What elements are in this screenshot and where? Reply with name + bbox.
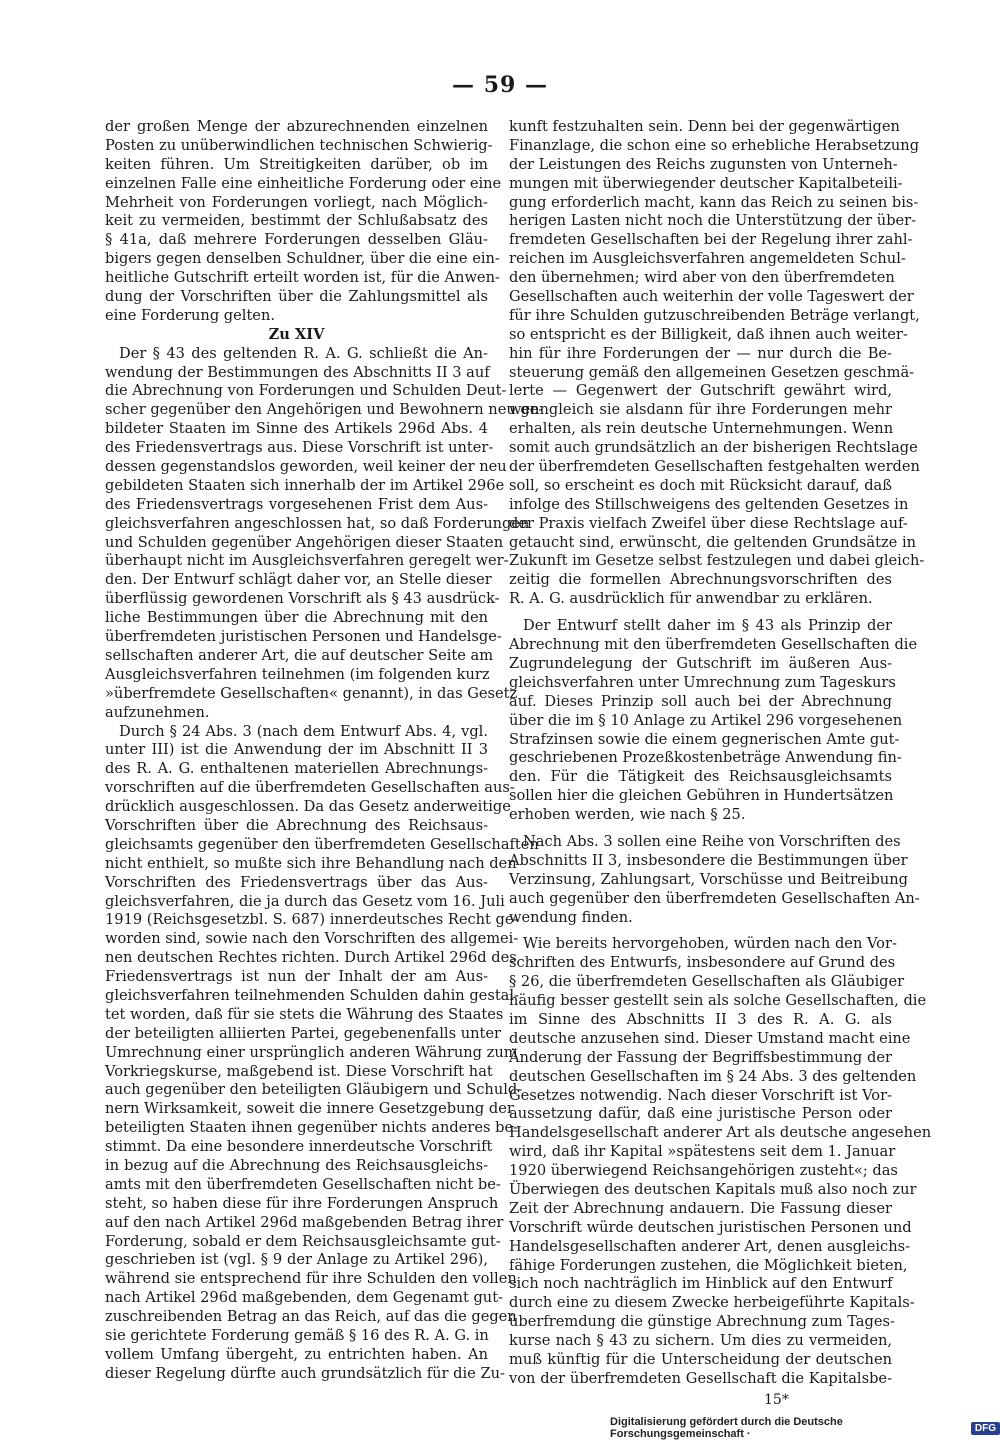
text-line: aufzunehmen. bbox=[105, 703, 210, 721]
text-line: mungen mit überwiegender deutscher Kapitalbeteili- bbox=[509, 174, 903, 192]
text-line: auf. Dieses Prinzip soll auch bei der Abrechnung bbox=[509, 692, 892, 710]
text-line: Vorschriften des Friedensvertrags über das Aus- bbox=[105, 873, 488, 891]
text-line: Umrechnung einer ursprünglich anderen Währung zum bbox=[105, 1043, 518, 1061]
text-line: Forderung, sobald er dem Reichsausgleichsamte gut- bbox=[105, 1232, 501, 1250]
text-line: den. Der Entwurf schlägt daher vor, an Stelle dieser bbox=[105, 571, 492, 589]
text-line: reichen im Ausgleichsverfahren angemeldeten Schul- bbox=[509, 250, 906, 268]
text-line: unter III) ist die Anwendung der im Abschnitt II 3 bbox=[105, 741, 488, 759]
text-line: geschrieben ist (vgl. § 9 der Anlage zu Artikel 296), bbox=[105, 1251, 488, 1269]
text-line: getaucht sind, erwünscht, die geltenden Grundsätze in bbox=[509, 533, 917, 551]
text-line: dung der Vorschriften über die Zahlungsmittel als bbox=[105, 288, 488, 306]
text-line: Posten zu unüberwindlichen technischen Schwierig- bbox=[105, 136, 493, 154]
text-line: Handelsgesellschaft anderer Art als deutsche angesehen bbox=[509, 1124, 932, 1142]
text-line: Zeit der Abrechnung andauern. Die Fassung dieser bbox=[509, 1199, 892, 1217]
page-number: — 59 — bbox=[452, 72, 548, 98]
text-line: überhaupt nicht im Ausgleichsverfahren geregelt wer- bbox=[105, 552, 509, 570]
text-line: beteiligten Staaten ihnen gegenüber nichts anderes be- bbox=[105, 1119, 519, 1137]
text-line: scher gegenüber den Angehörigen und Bewohnern neu ge- bbox=[105, 401, 544, 419]
text-line: bildeter Staaten im Sinne des Artikels 296d Abs. 4 bbox=[105, 420, 488, 438]
text-line: infolge des Stillschweigens des geltenden Gesetzes in bbox=[509, 495, 909, 513]
text-line: steuerung gemäß den allgemeinen Gesetzen geschmä- bbox=[509, 363, 915, 381]
text-line: den. Für die Tätigkeit des Reichsausgleichsamts bbox=[509, 768, 892, 786]
text-line: Vorschriften über die Abrechnung des Reichsaus- bbox=[105, 816, 488, 834]
text-line: Nach Abs. 3 sollen eine Reihe von Vorschriften des bbox=[523, 832, 901, 850]
text-line: Der § 43 des geltenden R. A. G. schließt die An- bbox=[119, 344, 488, 362]
text-line: während sie entsprechend für ihre Schulden den vollen bbox=[105, 1270, 517, 1288]
text-line: wendung finden. bbox=[509, 908, 633, 926]
text-line: auf den nach Artikel 296d maßgebenden Betrag ihrer bbox=[105, 1213, 504, 1231]
text-line: wird, daß ihr Kapital »spätestens seit dem 1. Januar bbox=[509, 1143, 896, 1161]
text-line: Durch § 24 Abs. 3 (nach dem Entwurf Abs. 4, vgl. bbox=[119, 722, 488, 740]
text-line: gebildeten Staaten sich innerhalb der im Artikel 296e bbox=[105, 476, 505, 494]
text-line: Zukunft im Gesetze selbst festzulegen und dabei gleich- bbox=[509, 552, 925, 570]
text-line: gleichsverfahren angeschlossen hat, so daß Forderungen bbox=[105, 514, 530, 532]
text-line: vollem Umfang übergeht, zu entrichten haben. An bbox=[105, 1345, 488, 1363]
section-heading: Zu XIV bbox=[268, 325, 325, 343]
text-line: durch eine zu diesem Zwecke herbeigeführte Kapitals- bbox=[509, 1294, 915, 1312]
text-line: drücklich ausgeschlossen. Da das Gesetz anderweitige bbox=[105, 798, 511, 816]
text-line: nern Wirksamkeit, soweit die innere Gesetzgebung der bbox=[105, 1100, 514, 1118]
text-line: Überwiegen des deutschen Kapitals muß also noch zur bbox=[509, 1180, 917, 1198]
text-line: § 41a, daß mehrere Forderungen desselben Gläu- bbox=[105, 231, 488, 249]
text-line: tet worden, daß für sie stets die Währung des Staates bbox=[105, 1005, 504, 1023]
text-line: Gesellschaften auch weiterhin der volle Tageswert der bbox=[509, 288, 914, 306]
text-line: Verzinsung, Zahlungsart, Vorschüsse und Beitreibung bbox=[509, 870, 908, 888]
text-line: in bezug auf die Abrechnung des Reichsausgleichs- bbox=[105, 1156, 488, 1174]
text-line: auch gegenüber den überfremdeten Gesellschaften An- bbox=[509, 889, 920, 907]
text-line: überfremdung die günstige Abrechnung zum Tages- bbox=[509, 1313, 895, 1331]
text-line: sollen hier die gleichen Gebühren in Hundertsätzen bbox=[509, 787, 894, 805]
text-line: der beteiligten alliierten Partei, gegebenenfalls unter bbox=[105, 1024, 501, 1042]
text-line: häufig besser gestellt sein als solche Gesellschaften, die bbox=[509, 992, 927, 1010]
text-line: Friedensvertrags ist nun der Inhalt der am Aus- bbox=[105, 968, 488, 986]
text-line: deutsche anzusehen sind. Dieser Umstand macht eine bbox=[509, 1029, 911, 1047]
text-line: nen deutschen Rechtes richten. Durch Artikel 296d des bbox=[105, 949, 517, 967]
text-line: amts mit den überfremdeten Gesellschaften nicht be- bbox=[105, 1175, 501, 1193]
text-line: eine Forderung gelten. bbox=[105, 306, 275, 324]
text-line: zuschreibenden Betrag an das Reich, auf das die gegen bbox=[105, 1308, 517, 1326]
text-line: gleichsverfahren unter Umrechnung zum Tageskurs bbox=[509, 673, 896, 691]
text-line: wendung der Bestimmungen des Abschnitts II 3 auf bbox=[105, 363, 490, 381]
text-line: die Abrechnung von Forderungen und Schulden Deut- bbox=[105, 382, 507, 400]
text-line: kurse nach § 43 zu sichern. Um dies zu vermeiden, bbox=[509, 1332, 892, 1350]
text-line: R. A. G. ausdrücklich für anwendbar zu erklären. bbox=[509, 590, 873, 608]
text-line: schriften des Entwurfs, insbesondere auf Grund des bbox=[509, 954, 896, 972]
dfg-logo: DFG bbox=[971, 1422, 1000, 1435]
text-line: Vorkriegskurse, maßgebend ist. Diese Vorschrift hat bbox=[105, 1062, 493, 1080]
text-line: auch gegenüber den beteiligten Gläubigern und Schuld- bbox=[105, 1081, 523, 1099]
text-line: Strafzinsen sowie die einem gegnerischen Amte gut- bbox=[509, 730, 900, 748]
text-line: liche Bestimmungen über die Abrechnung mit den bbox=[105, 609, 488, 627]
text-line: 1919 (Reichsgesetzbl. S. 687) innerdeutsches Recht ge- bbox=[105, 911, 519, 929]
text-line: von der überfremdeten Gesellschaft die Kapitalsbe- bbox=[509, 1369, 892, 1387]
text-line: dieser Regelung dürfte auch grundsätzlich für die Zu- bbox=[105, 1364, 505, 1382]
text-line: geschriebenen Prozeßkostenbeträge Anwendung fin- bbox=[509, 749, 902, 767]
text-line: herigen Lasten nicht noch die Unterstützung der über- bbox=[509, 212, 917, 230]
text-line: fähige Forderungen zustehen, die Möglichkeit bieten, bbox=[509, 1256, 908, 1274]
text-line: Der Entwurf stellt daher im § 43 als Prinzip der bbox=[523, 617, 892, 635]
text-line: Änderung der Fassung der Begriffsbestimmung der bbox=[509, 1048, 892, 1066]
text-line: heitliche Gutschrift erteilt worden ist, für die Anwen- bbox=[105, 269, 500, 287]
paragraph-gap bbox=[509, 825, 892, 833]
text-line: Vorschrift würde deutschen juristischen Personen und bbox=[509, 1218, 912, 1236]
text-line: stimmt. Da eine besondere innerdeutsche Vorschrift bbox=[105, 1138, 493, 1156]
text-line: sie gerichtete Forderung gemäß § 16 des R. A. G. in bbox=[105, 1327, 489, 1344]
text-line: muß künftig für die Unterscheidung der deutschen bbox=[509, 1351, 892, 1368]
text-line: steht, so haben diese für ihre Forderungen Anspruch bbox=[105, 1194, 499, 1212]
footer bbox=[610, 1416, 1000, 1440]
text-line: somit auch grundsätzlich an der bisherigen Rechtslage bbox=[509, 439, 918, 457]
text-line: Wie bereits hervorgehoben, würden nach den Vor- bbox=[523, 935, 897, 953]
text-line: soll, so erscheint es doch mit Rücksicht darauf, daß bbox=[509, 476, 892, 494]
text-line: deutschen Gesellschaften im § 24 Abs. 3 des geltenden bbox=[509, 1067, 917, 1085]
text-line: bigers gegen denselben Schuldner, über die eine ein- bbox=[105, 250, 500, 268]
text-line: gleichsverfahren, die ja durch das Gesetz vom 16. Juli bbox=[105, 892, 505, 910]
text-line: für ihre Schulden gutzuschreibenden Beträge verlangt, bbox=[509, 306, 920, 324]
text-line: über die im § 10 Anlage zu Artikel 296 vorgesehenen bbox=[509, 711, 903, 729]
text-line: nicht enthielt, so mußte sich ihre Behandlung nach den bbox=[105, 854, 517, 872]
text-line: Zugrundelegung der Gutschrift im äußeren Aus- bbox=[509, 654, 892, 672]
text-line: Abrechnung mit den überfremdeten Gesellschaften die bbox=[509, 636, 918, 654]
text-line: der Praxis vielfach Zweifel über diese Rechtslage auf- bbox=[509, 514, 908, 532]
text-line: vorschriften auf die überfremdeten Gesellschaften aus- bbox=[105, 779, 515, 797]
text-line: Mehrheit von Forderungen vorliegt, nach Möglich- bbox=[105, 193, 488, 211]
signature-mark: 15* bbox=[764, 1392, 789, 1408]
left-text-column bbox=[105, 118, 544, 1384]
text-line: überfremdeten juristischen Personen und Handelsge- bbox=[105, 628, 502, 646]
text-line: im Sinne des Abschnitts II 3 des R. A. G. als bbox=[509, 1010, 892, 1028]
right-text-column bbox=[509, 118, 932, 1389]
text-line: des Friedensvertrags aus. Diese Vorschrift ist unter- bbox=[105, 439, 494, 457]
text-line: 1920 überwiegend Reichsangehörigen zusteht«; das bbox=[509, 1162, 898, 1180]
text-line: einzelnen Falle eine einheitliche Forderung oder eine bbox=[105, 174, 502, 192]
text-line: gleichsverfahren teilnehmenden Schulden dahin gestal- bbox=[105, 986, 519, 1004]
text-line: Ausgleichsverfahren teilnehmen (im folgenden kurz bbox=[105, 665, 490, 683]
text-line: Finanzlage, die schon eine so erhebliche Herabsetzung bbox=[509, 136, 920, 154]
footer-text: Digitalisierung gefördert durch die Deutsche Forschungsgemeinschaft · bbox=[610, 1416, 843, 1440]
text-line: der überfremdeten Gesellschaften festgehalten werden bbox=[509, 458, 920, 476]
text-line: »überfremdete Gesellschaften« genannt), in das Gesetz bbox=[105, 684, 518, 702]
text-line: fremdeten Gesellschaften bei der Regelung ihrer zahl- bbox=[509, 231, 913, 249]
text-line: nach Artikel 296d maßgebenden, dem Gegenamt gut- bbox=[105, 1289, 503, 1307]
text-line: und Schulden gegenüber Angehörigen dieser Staaten bbox=[105, 533, 504, 551]
text-line: Handelsgesellschaften anderer Art, denen ausgleichs- bbox=[509, 1237, 911, 1255]
text-line: dessen gegenstandslos geworden, weil keiner der neu bbox=[105, 458, 507, 476]
text-line: gung erforderlich macht, kann das Reich zu seinen bis- bbox=[509, 193, 919, 211]
text-line: kunft festzuhalten sein. Denn bei der gegenwärtigen bbox=[509, 118, 900, 135]
text-line: gleichsamts gegenüber den überfremdeten Gesellschaften bbox=[105, 835, 539, 853]
text-line: der großen Menge der abzurechnenden einzelnen bbox=[105, 118, 488, 135]
text-line: des R. A. G. enthaltenen materiellen Abrechnungs- bbox=[105, 760, 488, 778]
text-line: des Friedensvertrags vorgesehenen Frist dem Aus- bbox=[105, 495, 488, 513]
text-line: erhoben werden, wie nach § 25. bbox=[509, 806, 746, 824]
text-line: keit zu vermeiden, bestimmt der Schlußabsatz des bbox=[105, 212, 488, 230]
paragraph-gap bbox=[509, 927, 892, 935]
text-line: überflüssig gewordenen Vorschrift als § 43 ausdrück- bbox=[105, 590, 500, 608]
text-line: § 26, die überfremdeten Gesellschaften als Gläubiger bbox=[509, 973, 905, 991]
text-line: der Leistungen des Reichs zugunsten von Unterneh- bbox=[509, 155, 898, 173]
text-line: Abschnitts II 3, insbesondere die Bestimmungen über bbox=[509, 851, 908, 869]
text-line: den übernehmen; wird aber von den überfremdeten bbox=[509, 269, 895, 287]
text-line: Gesetzes notwendig. Nach dieser Vorschrift ist Vor- bbox=[509, 1086, 892, 1104]
text-line: hin für ihre Forderungen der — nur durch die Be- bbox=[509, 344, 892, 362]
text-line: sich noch nachträglich im Hinblick auf den Entwurf bbox=[509, 1275, 893, 1293]
text-line: aussetzung dafür, daß eine juristische Person oder bbox=[509, 1105, 892, 1123]
text-line: erhalten, als rein deutsche Unternehmungen. Wenn bbox=[509, 420, 894, 438]
text-line: keiten führen. Um Streitigkeiten darüber, ob im bbox=[105, 155, 488, 173]
text-line: lerte — Gegenwert der Gutschrift gewährt wird, bbox=[509, 382, 892, 400]
text-line: sellschaften anderer Art, die auf deutscher Seite am bbox=[105, 646, 494, 664]
paragraph-gap bbox=[509, 609, 892, 617]
text-line: zeitig die formellen Abrechnungsvorschriften des bbox=[509, 571, 892, 589]
text-line: worden sind, sowie nach den Vorschriften des allgemei- bbox=[105, 930, 519, 948]
text-line: so entspricht es der Billigkeit, daß ihnen auch weiter- bbox=[509, 325, 908, 343]
text-line: wenngleich sie alsdann für ihre Forderungen mehr bbox=[509, 401, 892, 419]
